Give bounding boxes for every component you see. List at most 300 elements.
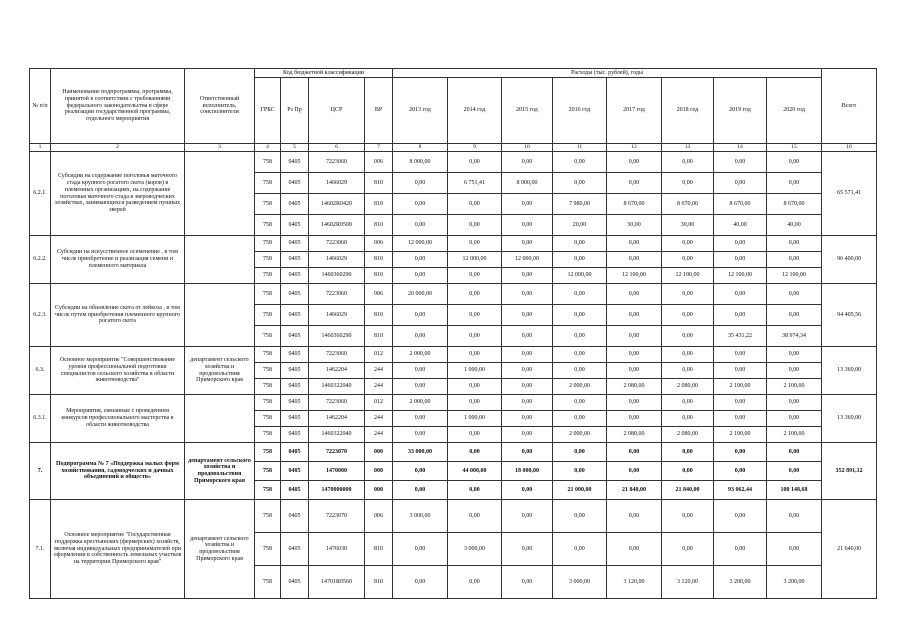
- cell-year-value: 0,00: [607, 462, 662, 481]
- cell-year-value: 0,00: [502, 500, 553, 533]
- cell-year-value: 0,00: [767, 284, 822, 305]
- cell-vr: 012: [365, 395, 393, 411]
- cell-vr: 810: [365, 194, 393, 215]
- cell-grbs: 758: [255, 152, 281, 173]
- cell-year-value: 0,00: [553, 363, 607, 379]
- cell-year-value: 0,00: [714, 395, 767, 411]
- cell-rzpr: 0405: [281, 411, 309, 427]
- cell-csr: 7223070: [309, 443, 365, 462]
- cell-grbs: 758: [255, 500, 281, 533]
- cell-csr: 1460322040: [309, 379, 365, 395]
- cell-year-value: 3 200,00: [767, 566, 822, 599]
- cell-vr: 810: [365, 305, 393, 326]
- column-numbers-row: [30, 144, 877, 152]
- cell-year-value: 0,00: [448, 284, 502, 305]
- cell-year-value: 12 100,00: [767, 268, 822, 284]
- row-name: Субсидии на содержание поголовья маточного стада крупного рогатого скота (коров) в племенных организациях, на содержание поголовья маточного стада в звероводческих хозяйствах, занимающихся разведением пушных зверей: [51, 152, 185, 236]
- cell-year-value: 0,00: [502, 481, 553, 500]
- cell-year-value: 0,00: [448, 326, 502, 347]
- cell-year-value: 0,00: [714, 462, 767, 481]
- cell-rzpr: 0405: [281, 326, 309, 347]
- cell-year-value: 0,00: [502, 363, 553, 379]
- cell-rzpr: 0405: [281, 284, 309, 305]
- table-row: [30, 500, 877, 533]
- table-row: [30, 236, 877, 252]
- column-number: 16: [822, 144, 877, 152]
- cell-year-value: 0,00: [502, 215, 553, 236]
- cell-rzpr: 0405: [281, 305, 309, 326]
- cell-year-value: 2 100,00: [767, 379, 822, 395]
- cell-year-value: 0,00: [393, 427, 448, 443]
- cell-vr: 006: [365, 284, 393, 305]
- row-executor: департамент сельского хозяйства и продовольствия Приморского края: [185, 443, 255, 500]
- cell-year-value: 0,00: [553, 252, 607, 268]
- cell-year-value: 0,00: [502, 305, 553, 326]
- cell-year-value: 1 000,00: [448, 363, 502, 379]
- cell-year-value: 0,00: [448, 500, 502, 533]
- cell-year-value: 8 000,00: [393, 152, 448, 173]
- table-row: [30, 152, 877, 173]
- cell-year-value: 0,00: [767, 173, 822, 194]
- header-rzpr: Рз Пр: [281, 78, 309, 144]
- cell-year-value: 0,00: [662, 326, 714, 347]
- cell-grbs: 758: [255, 411, 281, 427]
- cell-year-value: 2 000,00: [553, 379, 607, 395]
- column-number: 2: [51, 144, 185, 152]
- cell-vr: 006: [365, 500, 393, 533]
- cell-vr: 006: [365, 152, 393, 173]
- cell-rzpr: 0405: [281, 462, 309, 481]
- cell-year-value: 2 080,00: [607, 379, 662, 395]
- cell-csr: 7223070: [309, 500, 365, 533]
- cell-csr: 1470000: [309, 462, 365, 481]
- cell-csr: 1476030: [309, 533, 365, 566]
- cell-csr: 14701R0560: [309, 566, 365, 599]
- cell-year-value: 18 000,00: [502, 462, 553, 481]
- cell-year-value: 0,00: [714, 533, 767, 566]
- cell-year-value: 0,00: [714, 305, 767, 326]
- cell-year-value: 0,00: [502, 533, 553, 566]
- cell-year-value: 21 840,00: [607, 481, 662, 500]
- cell-vr: 810: [365, 326, 393, 347]
- cell-year-value: 0,00: [607, 500, 662, 533]
- cell-year-value: 0,00: [714, 500, 767, 533]
- cell-year-value: 0,00: [607, 326, 662, 347]
- cell-csr: 1460360290: [309, 326, 365, 347]
- cell-year-value: 6 751,41: [448, 173, 502, 194]
- row-number: 6.2.2.: [30, 236, 51, 284]
- cell-year-value: 3 000,00: [448, 533, 502, 566]
- cell-year-value: 0,00: [502, 379, 553, 395]
- cell-year-value: 0,00: [662, 305, 714, 326]
- header-year: 2020 год: [767, 78, 822, 144]
- cell-year-value: 30,00: [662, 215, 714, 236]
- cell-rzpr: 0405: [281, 252, 309, 268]
- cell-grbs: 758: [255, 481, 281, 500]
- cell-vr: 810: [365, 268, 393, 284]
- cell-year-value: 0,00: [393, 411, 448, 427]
- cell-year-value: 0,00: [553, 411, 607, 427]
- cell-rzpr: 0405: [281, 347, 309, 363]
- row-total: 13 360,00: [822, 395, 877, 443]
- cell-csr: 1466029: [309, 252, 365, 268]
- table-row: [30, 347, 877, 363]
- cell-year-value: 3 120,00: [662, 566, 714, 599]
- cell-year-value: 0,00: [607, 305, 662, 326]
- cell-year-value: 0,00: [607, 443, 662, 462]
- column-number: 12: [607, 144, 662, 152]
- cell-vr: 000: [365, 462, 393, 481]
- cell-rzpr: 0405: [281, 427, 309, 443]
- cell-year-value: 0,00: [502, 284, 553, 305]
- cell-rzpr: 0405: [281, 566, 309, 599]
- cell-year-value: 0,00: [502, 411, 553, 427]
- header-total: Всего: [822, 69, 877, 144]
- cell-grbs: 758: [255, 194, 281, 215]
- cell-year-value: 0,00: [393, 305, 448, 326]
- cell-year-value: 0,00: [448, 379, 502, 395]
- row-number: 7.: [30, 443, 51, 500]
- cell-year-value: 0,00: [393, 326, 448, 347]
- header-year: 2014 год: [448, 78, 502, 144]
- cell-year-value: 0,00: [393, 379, 448, 395]
- cell-year-value: 0,00: [502, 347, 553, 363]
- cell-year-value: 0,00: [502, 326, 553, 347]
- table-row: [30, 284, 877, 305]
- cell-year-value: 0,00: [448, 427, 502, 443]
- cell-vr: 810: [365, 533, 393, 566]
- cell-rzpr: 0405: [281, 533, 309, 566]
- cell-rzpr: 0405: [281, 236, 309, 252]
- column-number: 13: [662, 144, 714, 152]
- row-total: 13 360,00: [822, 347, 877, 395]
- cell-year-value: 30,00: [607, 215, 662, 236]
- cell-year-value: 0,00: [448, 395, 502, 411]
- cell-year-value: 0,00: [502, 566, 553, 599]
- header-grbs: ГРБС: [255, 78, 281, 144]
- cell-year-value: 20 000,00: [393, 284, 448, 305]
- cell-year-value: 0,00: [448, 215, 502, 236]
- cell-rzpr: 0405: [281, 215, 309, 236]
- cell-rzpr: 0405: [281, 379, 309, 395]
- header-budget-code: Код бюджетной классификации: [255, 69, 393, 78]
- cell-grbs: 758: [255, 326, 281, 347]
- header-year: 2018 год: [662, 78, 714, 144]
- cell-year-value: 0,00: [714, 347, 767, 363]
- cell-year-value: 100 148,68: [767, 481, 822, 500]
- cell-vr: 810: [365, 566, 393, 599]
- cell-grbs: 758: [255, 347, 281, 363]
- header-year: 2015 год: [502, 78, 553, 144]
- cell-rzpr: 0405: [281, 481, 309, 500]
- cell-year-value: 0,00: [553, 173, 607, 194]
- cell-year-value: 0,00: [607, 395, 662, 411]
- cell-vr: 006: [365, 236, 393, 252]
- column-number: 9: [448, 144, 502, 152]
- table-row: [30, 395, 877, 411]
- cell-year-value: 0,00: [393, 533, 448, 566]
- cell-year-value: 0,00: [662, 347, 714, 363]
- cell-year-value: 0,00: [714, 363, 767, 379]
- cell-year-value: 0,00: [662, 462, 714, 481]
- cell-grbs: 758: [255, 215, 281, 236]
- cell-year-value: 2 000,00: [393, 395, 448, 411]
- cell-year-value: 0,00: [448, 481, 502, 500]
- header-year: 2016 год: [553, 78, 607, 144]
- cell-year-value: 0,00: [607, 363, 662, 379]
- header-no: № п/п: [30, 69, 51, 144]
- cell-year-value: 33 000,00: [393, 443, 448, 462]
- cell-year-value: 0,00: [448, 152, 502, 173]
- column-number: 6: [309, 144, 365, 152]
- cell-year-value: 0,00: [662, 173, 714, 194]
- cell-rzpr: 0405: [281, 363, 309, 379]
- cell-grbs: 758: [255, 462, 281, 481]
- cell-year-value: 3 000,00: [553, 566, 607, 599]
- row-number: 6.3.: [30, 347, 51, 395]
- cell-year-value: 0,00: [767, 305, 822, 326]
- header-year: 2019 год: [714, 78, 767, 144]
- cell-year-value: 0,00: [714, 152, 767, 173]
- cell-year-value: 2 000,00: [553, 427, 607, 443]
- cell-year-value: 1 000,00: [448, 411, 502, 427]
- cell-year-value: 0,00: [393, 462, 448, 481]
- cell-csr: 7223060: [309, 395, 365, 411]
- cell-year-value: 12 000,00: [553, 268, 607, 284]
- cell-year-value: 0,00: [502, 268, 553, 284]
- cell-year-value: 0,00: [767, 252, 822, 268]
- row-name: Основное мероприятие "Совершенствование уровня профессиональной подготовки специалистов сельского хозяйства в области животноводства": [51, 347, 185, 395]
- header-year: 2017 год: [607, 78, 662, 144]
- cell-year-value: 0,00: [662, 252, 714, 268]
- cell-year-value: 12 000,00: [393, 236, 448, 252]
- cell-year-value: 0,00: [714, 284, 767, 305]
- cell-csr: 14602R0500: [309, 215, 365, 236]
- row-executor: [185, 284, 255, 347]
- cell-year-value: 0,00: [393, 566, 448, 599]
- cell-year-value: 0,00: [448, 268, 502, 284]
- column-number: 10: [502, 144, 553, 152]
- cell-year-value: 0,00: [714, 411, 767, 427]
- header-executor: Ответственный исполнитель, соисполнители: [185, 69, 255, 144]
- cell-rzpr: 0405: [281, 194, 309, 215]
- cell-year-value: 0,00: [393, 194, 448, 215]
- cell-year-value: 0,00: [393, 363, 448, 379]
- cell-csr: 7223060: [309, 152, 365, 173]
- row-executor: [185, 395, 255, 443]
- cell-grbs: 758: [255, 173, 281, 194]
- cell-year-value: 2 080,00: [662, 379, 714, 395]
- cell-year-value: 2 100,00: [714, 379, 767, 395]
- cell-year-value: 0,00: [767, 411, 822, 427]
- row-number: 6.2.1.: [30, 152, 51, 236]
- cell-grbs: 758: [255, 395, 281, 411]
- cell-year-value: 0,00: [502, 194, 553, 215]
- cell-year-value: 0,00: [448, 305, 502, 326]
- column-number: 15: [767, 144, 822, 152]
- cell-year-value: 2 000,00: [393, 347, 448, 363]
- cell-year-value: 0,00: [714, 173, 767, 194]
- cell-csr: 7223060: [309, 236, 365, 252]
- column-number: 5: [281, 144, 309, 152]
- cell-year-value: 35 431,22: [714, 326, 767, 347]
- column-number: 7: [365, 144, 393, 152]
- row-name: Мероприятия, связанные с проведением конкурсов профессионального мастерства в области животноводства: [51, 395, 185, 443]
- cell-year-value: 8 670,00: [714, 194, 767, 215]
- cell-year-value: 8 670,00: [767, 194, 822, 215]
- cell-csr: 7223060: [309, 284, 365, 305]
- cell-vr: 810: [365, 173, 393, 194]
- cell-year-value: 0,00: [607, 533, 662, 566]
- cell-year-value: 21 840,00: [662, 481, 714, 500]
- column-number: 8: [393, 144, 448, 152]
- cell-year-value: 0,00: [607, 411, 662, 427]
- cell-year-value: 8 670,00: [607, 194, 662, 215]
- cell-year-value: 0,00: [553, 326, 607, 347]
- cell-vr: 810: [365, 215, 393, 236]
- cell-vr: 244: [365, 427, 393, 443]
- cell-grbs: 758: [255, 363, 281, 379]
- row-name: Субсидии на искусственное осеменение , в том числе приобретение и реализация семени и племенного материала: [51, 236, 185, 284]
- cell-year-value: 0,00: [448, 236, 502, 252]
- cell-year-value: 2 100,00: [714, 427, 767, 443]
- table-body: [30, 152, 877, 599]
- cell-grbs: 758: [255, 443, 281, 462]
- row-number: 6.3.1.: [30, 395, 51, 443]
- cell-year-value: 0,00: [502, 443, 553, 462]
- cell-csr: 1460360290: [309, 268, 365, 284]
- cell-year-value: 0,00: [767, 152, 822, 173]
- cell-year-value: 2 080,00: [662, 427, 714, 443]
- cell-grbs: 758: [255, 236, 281, 252]
- cell-csr: 1470000000: [309, 481, 365, 500]
- cell-year-value: 40,00: [714, 215, 767, 236]
- cell-csr: 1466029: [309, 173, 365, 194]
- cell-year-value: 0,00: [662, 411, 714, 427]
- cell-year-value: 0,00: [553, 395, 607, 411]
- cell-year-value: 8 670,00: [662, 194, 714, 215]
- cell-rzpr: 0405: [281, 500, 309, 533]
- cell-grbs: 758: [255, 252, 281, 268]
- cell-rzpr: 0405: [281, 395, 309, 411]
- cell-year-value: 40,00: [767, 215, 822, 236]
- cell-csr: 1460322040: [309, 427, 365, 443]
- cell-year-value: 0,00: [767, 236, 822, 252]
- row-executor: департамент сельского хозяйства и продовольствия Приморского края: [185, 347, 255, 395]
- row-number: 6.2.3.: [30, 284, 51, 347]
- cell-year-value: 0,00: [662, 443, 714, 462]
- column-number: 4: [255, 144, 281, 152]
- budget-table: [29, 68, 877, 599]
- cell-year-value: 0,00: [448, 347, 502, 363]
- cell-year-value: 0,00: [553, 152, 607, 173]
- row-number: 7.1.: [30, 500, 51, 599]
- cell-year-value: 0,00: [393, 481, 448, 500]
- cell-year-value: 0,00: [553, 443, 607, 462]
- header-year: 2013 год: [393, 78, 448, 144]
- cell-vr: 244: [365, 411, 393, 427]
- cell-csr: 7223060: [309, 347, 365, 363]
- cell-year-value: 0,00: [662, 395, 714, 411]
- cell-year-value: 0,00: [607, 152, 662, 173]
- cell-year-value: 0,00: [607, 236, 662, 252]
- cell-year-value: 0,00: [662, 236, 714, 252]
- cell-year-value: 0,00: [767, 533, 822, 566]
- cell-year-value: 0,00: [393, 215, 448, 236]
- row-total: 94 405,56: [822, 284, 877, 347]
- header-expenses: Расходы (тыс. рублей), годы: [393, 69, 822, 78]
- cell-year-value: 93 062,44: [714, 481, 767, 500]
- cell-year-value: 0,00: [662, 152, 714, 173]
- cell-year-value: 0,00: [553, 500, 607, 533]
- row-name: Подпрограмма № 7 «Поддержка малых форм хозяйствования, садоводческих и дачных объединений и обществ»: [51, 443, 185, 500]
- cell-vr: 000: [365, 481, 393, 500]
- cell-rzpr: 0405: [281, 443, 309, 462]
- cell-year-value: 0,00: [714, 236, 767, 252]
- cell-year-value: 3 120,00: [607, 566, 662, 599]
- row-name: Основное мероприятие "Государственная поддержка крестьянских (фермерских) хозяйств, включая индивидуальных предпринимателей при оформлении в собственность земельных участков на территории Приморского края": [51, 500, 185, 599]
- cell-vr: 012: [365, 347, 393, 363]
- cell-rzpr: 0405: [281, 268, 309, 284]
- cell-year-value: 0,00: [767, 395, 822, 411]
- cell-year-value: 7 980,00: [553, 194, 607, 215]
- cell-csr: 1462204: [309, 363, 365, 379]
- cell-year-value: 0,00: [553, 462, 607, 481]
- cell-csr: 1462204: [309, 411, 365, 427]
- cell-year-value: 3 200,00: [714, 566, 767, 599]
- cell-vr: 810: [365, 252, 393, 268]
- cell-year-value: 0,00: [607, 284, 662, 305]
- row-executor: [185, 152, 255, 236]
- cell-year-value: 38 974,34: [767, 326, 822, 347]
- column-number: 14: [714, 144, 767, 152]
- cell-year-value: 0,00: [448, 443, 502, 462]
- cell-year-value: 12 100,00: [607, 268, 662, 284]
- cell-year-value: 0,00: [662, 533, 714, 566]
- cell-grbs: 758: [255, 566, 281, 599]
- cell-year-value: 0,00: [767, 443, 822, 462]
- cell-year-value: 0,00: [502, 427, 553, 443]
- header-csr: ЦСР: [309, 78, 365, 144]
- cell-rzpr: 0405: [281, 152, 309, 173]
- cell-year-value: 0,00: [767, 363, 822, 379]
- budget-table-page: [29, 68, 876, 584]
- cell-year-value: 8 000,00: [502, 173, 553, 194]
- cell-year-value: 12 100,00: [662, 268, 714, 284]
- cell-csr: 14602R0420: [309, 194, 365, 215]
- row-name: Субсидии на обновление скота от лейкоза , в том числе путем приобретения племенного крупного рогатого скота: [51, 284, 185, 347]
- column-number: 11: [553, 144, 607, 152]
- cell-rzpr: 0405: [281, 173, 309, 194]
- cell-year-value: 0,00: [502, 152, 553, 173]
- cell-year-value: 2 080,00: [607, 427, 662, 443]
- cell-year-value: 0,00: [553, 236, 607, 252]
- cell-year-value: 0,00: [553, 347, 607, 363]
- cell-grbs: 758: [255, 533, 281, 566]
- cell-grbs: 758: [255, 284, 281, 305]
- cell-grbs: 758: [255, 268, 281, 284]
- cell-year-value: 0,00: [393, 252, 448, 268]
- row-executor: [185, 236, 255, 284]
- header-vr: ВР: [365, 78, 393, 144]
- cell-year-value: 0,00: [502, 236, 553, 252]
- cell-year-value: 0,00: [607, 347, 662, 363]
- row-total: 21 640,00: [822, 500, 877, 599]
- cell-year-value: 0,00: [607, 173, 662, 194]
- cell-year-value: 12 000,00: [502, 252, 553, 268]
- row-executor: департамент сельского хозяйства и продовольствия Приморского края: [185, 500, 255, 599]
- column-number: 3: [185, 144, 255, 152]
